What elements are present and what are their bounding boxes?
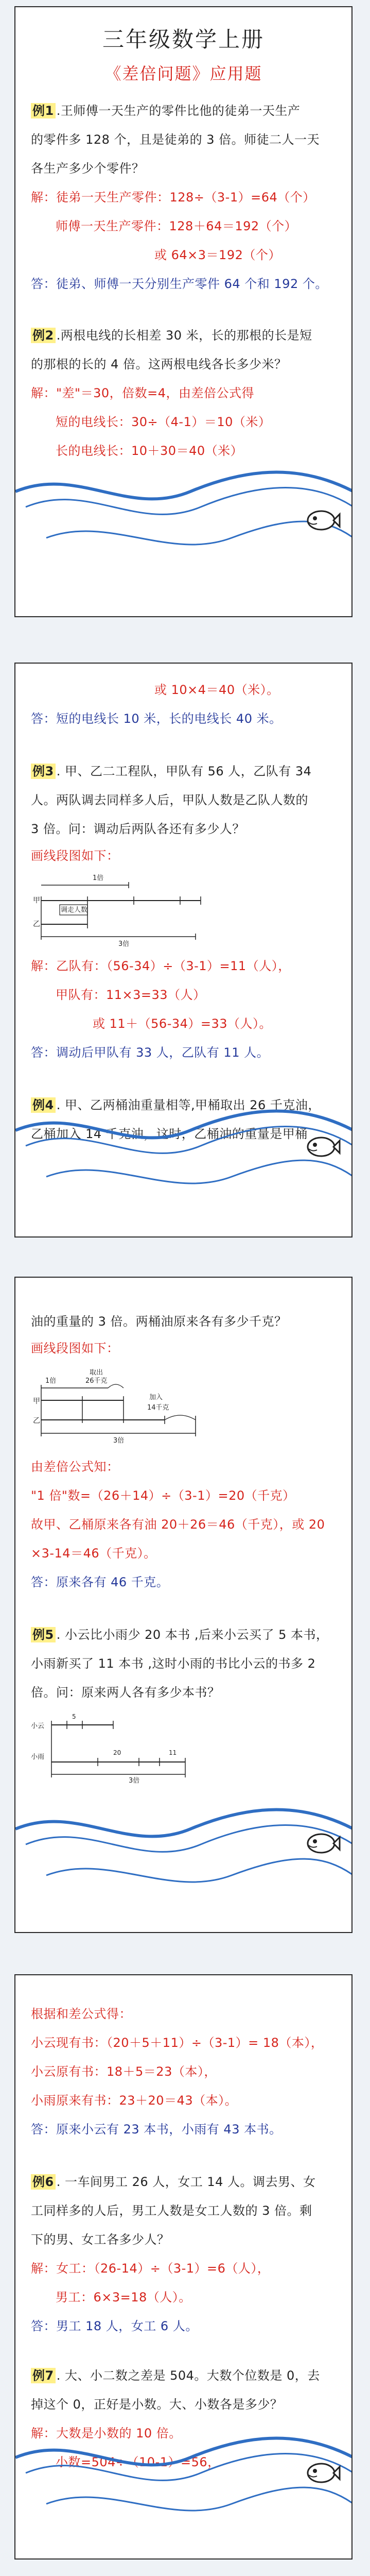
diagram-label: 调走人数 bbox=[61, 906, 88, 914]
example-tag: 例3 bbox=[31, 764, 56, 779]
page-3 bbox=[14, 1277, 353, 1933]
solution-line: 小云现有书：（20＋5＋11）÷（3-1）= 18（本）， bbox=[31, 2036, 324, 2050]
diagram-label: 甲 bbox=[33, 896, 40, 905]
question-line: .两根电线的长相差 30 米，长的那根的长是短 bbox=[56, 328, 312, 343]
solution-line: 根据和差公式得： bbox=[31, 2007, 132, 2021]
solution-line: 解：乙队有：（56-34）÷（3-1）=11（人）， bbox=[31, 959, 291, 973]
diagram-label: 乙 bbox=[33, 920, 40, 928]
solution-line: ×3-14＝46（千克）。 bbox=[31, 1546, 156, 1561]
diagram-label: 加入 bbox=[149, 1394, 163, 1401]
fish-icon bbox=[304, 1131, 341, 1160]
question-line: 各生产多少个零件？ bbox=[31, 161, 145, 176]
question-line: 掉这个 0，正好是小数。大、小数各是多少？ bbox=[31, 2397, 283, 2412]
question-line: 倍。问：原来两人各有多少本书？ bbox=[31, 1685, 220, 1700]
question-line: 小雨新买了 11 本书 ,这时小雨的书比小云的书多 2 bbox=[31, 1656, 316, 1671]
question-line: . 一车间男工 26 人，女工 14 人。调去男、女 bbox=[56, 2175, 316, 2189]
page-4 bbox=[14, 1974, 353, 2560]
diagram-label: 小雨 bbox=[31, 1753, 45, 1761]
solution-line: 或 64×3＝192（个） bbox=[154, 248, 281, 262]
solution-line: 小数=504÷（10-1）=56， bbox=[56, 2455, 220, 2469]
line-segment-diagram bbox=[31, 873, 216, 950]
diagram-label: 3倍 bbox=[118, 940, 130, 948]
example-tag: 例7 bbox=[31, 2368, 56, 2383]
question-line: .王师傅一天生产的零件比他的徒弟一天生产 bbox=[56, 104, 301, 118]
solution-line: 解："差"＝30，倍数=4，由差倍公式得 bbox=[31, 386, 254, 400]
line-segment-diagram bbox=[31, 1365, 226, 1448]
wave-decoration bbox=[15, 1089, 353, 1238]
diagram-label: 取出 bbox=[90, 1369, 103, 1377]
solution-line: 解：徒弟一天生产零件：128÷（3-1）=64（个） bbox=[31, 190, 315, 205]
fish-icon bbox=[304, 505, 341, 534]
question-line: 的零件多 128 个，且是徒弟的 3 倍。师徒二人一天 bbox=[31, 132, 320, 147]
question-line: 乙桶加入 14 千克油，这时，乙桶油的重量是甲桶 bbox=[31, 1127, 308, 1141]
solution-line: 故甲、乙桶原来各有油 20＋26＝46（千克），或 20 bbox=[31, 1517, 325, 1532]
solution-line: 长的电线长：10＋30＝40（米） bbox=[56, 444, 243, 458]
doc-title: 三年级数学上册 bbox=[102, 27, 265, 52]
diagram-label: 5 bbox=[72, 1713, 76, 1720]
page-1 bbox=[14, 6, 353, 617]
solution-line: 或 11＋（56-34）=33（人）。 bbox=[93, 1016, 272, 1031]
fish-icon bbox=[304, 2458, 341, 2486]
question-line: 下的男、女工各多少人？ bbox=[31, 2232, 170, 2247]
example-tag: 例1 bbox=[31, 103, 56, 118]
answer-line: 答：原来小云有 23 本书，小雨有 43 本书。 bbox=[31, 2122, 282, 2137]
answer-line: 答：原来各有 46 千克。 bbox=[31, 1575, 169, 1589]
diagram-label: 26千克 bbox=[85, 1377, 108, 1385]
fish-icon bbox=[304, 1828, 341, 1857]
question-line: . 小云比小雨少 20 本书 ,后来小云买了 5 本书， bbox=[56, 1628, 329, 1642]
page-2 bbox=[14, 663, 353, 1238]
wave-decoration bbox=[15, 2416, 353, 2560]
diagram-label: 3倍 bbox=[113, 1437, 125, 1445]
diagram-label: 3倍 bbox=[129, 1777, 140, 1785]
diagram-label: 20 bbox=[113, 1749, 121, 1756]
wave-decoration bbox=[15, 461, 353, 617]
solution-line: "1 倍"数=（26＋14）÷（3-1）=20（千克） bbox=[31, 1488, 295, 1503]
figure-caption: 画线段图如下： bbox=[31, 1341, 119, 1355]
answer-line: 答：徒弟、师傅一天分别生产零件 64 个和 192 个。 bbox=[31, 277, 328, 291]
solution-line: 师傅一天生产零件：128＋64＝192（个） bbox=[56, 219, 297, 233]
question-line: . 甲、乙二工程队，甲队有 56 人，乙队有 34 bbox=[56, 764, 312, 778]
diagram-label: 1倍 bbox=[93, 874, 104, 882]
question-line: 工同样多的人后，男工人数是女工人数的 3 倍。剩 bbox=[31, 2204, 312, 2218]
example-tag: 例2 bbox=[31, 328, 56, 343]
diagram-label: 小云 bbox=[31, 1722, 45, 1730]
diagram-label: 乙 bbox=[33, 1417, 40, 1425]
answer-line: 答：男工 18 人，女工 6 人。 bbox=[31, 2319, 198, 2333]
question-line: 人。两队调去同样多人后，甲队人数是乙队人数的 bbox=[31, 793, 308, 807]
solution-line: 解：女工：（26-14）÷（3-1）=6（人）， bbox=[31, 2261, 270, 2276]
solution-line: 小雨原来有书：23＋20＝43（本）。 bbox=[31, 2093, 238, 2108]
figure-caption: 画线段图如下： bbox=[31, 849, 119, 863]
answer-line: 答：短的电线长 10 米，长的电线长 40 米。 bbox=[31, 711, 282, 726]
solution-line: 或 10×4＝40（米）。 bbox=[154, 683, 279, 697]
solution-line: 小云原有书：18＋5＝23（本）， bbox=[31, 2064, 217, 2079]
solution-line: 男工：6×3=18（人）。 bbox=[56, 2290, 191, 2304]
doc-subtitle: 《差倍问题》应用题 bbox=[104, 64, 262, 83]
diagram-label: 11 bbox=[169, 1749, 177, 1756]
example-tag: 例6 bbox=[31, 2174, 56, 2190]
diagram-label: 14千克 bbox=[147, 1404, 169, 1412]
question-line: . 大、小二数之差是 504。大数个位数是 0，去 bbox=[56, 2368, 320, 2383]
example-tag: 例4 bbox=[31, 1097, 56, 1113]
example-tag: 例5 bbox=[31, 1627, 56, 1642]
answer-line: 答：调动后甲队有 33 人，乙队有 11 人。 bbox=[31, 1045, 270, 1060]
solution-line: 解：大数是小数的 10 倍。 bbox=[31, 2426, 182, 2441]
diagram-label: 1倍 bbox=[45, 1377, 57, 1385]
line-segment-diagram bbox=[31, 1710, 226, 1788]
question-line: 3 倍。问：调动后两队各还有多少人？ bbox=[31, 822, 245, 836]
solution-line: 甲队有：11×3=33（人） bbox=[56, 988, 206, 1002]
diagram-label: 甲 bbox=[33, 1397, 40, 1405]
wave-decoration bbox=[15, 1788, 353, 1933]
solution-line: 短的电线长：30÷（4-1）＝10（米） bbox=[56, 415, 271, 429]
question-line: . 甲、乙两桶油重量相等,甲桶取出 26 千克油， bbox=[56, 1098, 321, 1112]
solution-line: 由差倍公式知： bbox=[31, 1460, 119, 1474]
question-line: 的那根的长的 4 倍。这两根电线各长多少米？ bbox=[31, 357, 287, 371]
question-line: 油的重量的 3 倍。两桶油原来各有多少千克？ bbox=[31, 1314, 287, 1329]
